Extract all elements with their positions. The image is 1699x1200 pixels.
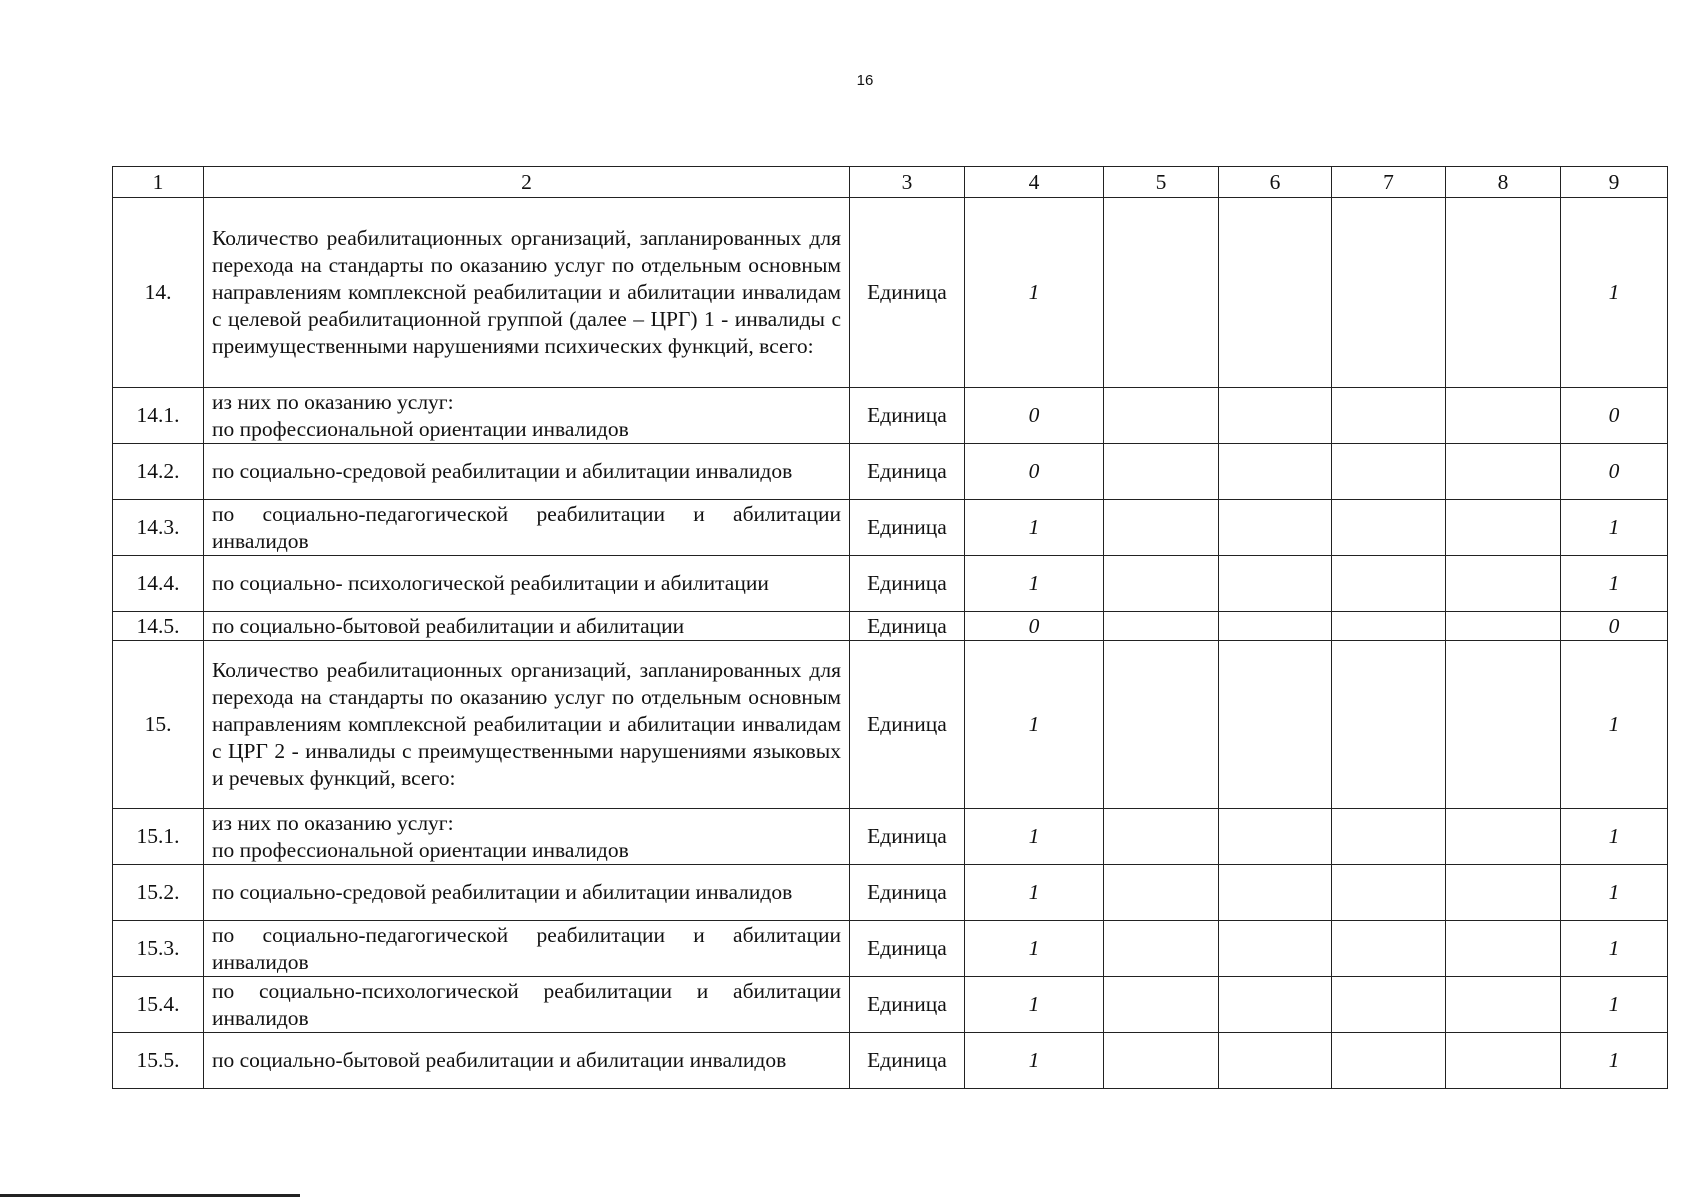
empty-cell	[1104, 921, 1219, 977]
row-col9-value: 1	[1561, 556, 1668, 612]
empty-cell	[1446, 198, 1561, 388]
empty-cell	[1446, 809, 1561, 865]
empty-cell	[1332, 809, 1446, 865]
empty-cell	[1332, 198, 1446, 388]
row-col9-value: 1	[1561, 198, 1668, 388]
empty-cell	[1219, 556, 1332, 612]
row-col4-value: 1	[965, 1033, 1104, 1089]
row-col4-value: 1	[965, 198, 1104, 388]
empty-cell	[1446, 1033, 1561, 1089]
row-indicator: по социально-педагогической реабилитации и абилитации инвалидов	[204, 500, 850, 556]
table-row	[113, 809, 1668, 865]
row-unit: Единица	[850, 556, 965, 612]
row-number: 14.5.	[113, 612, 204, 641]
empty-cell	[1219, 865, 1332, 921]
table-row	[113, 865, 1668, 921]
row-indicator: по социально-бытовой реабилитации и абилитации	[204, 612, 850, 641]
empty-cell	[1219, 921, 1332, 977]
column-header: 2	[204, 167, 850, 198]
column-header: 8	[1446, 167, 1561, 198]
row-lead-text: из них по оказанию услуг:	[212, 810, 454, 835]
row-col9-value: 1	[1561, 865, 1668, 921]
row-number: 14.2.	[113, 444, 204, 500]
empty-cell	[1446, 977, 1561, 1033]
row-indicator: по социально-бытовой реабилитации и абилитации инвалидов	[204, 1033, 850, 1089]
row-unit: Единица	[850, 388, 965, 444]
row-indicator: по социально-педагогической реабилитации и абилитации инвалидов	[204, 921, 850, 977]
row-number: 14.3.	[113, 500, 204, 556]
page-number: 16	[856, 72, 874, 89]
table-row	[113, 500, 1668, 556]
empty-cell	[1219, 612, 1332, 641]
report-table	[112, 166, 1668, 1089]
row-unit: Единица	[850, 500, 965, 556]
column-header: 7	[1332, 167, 1446, 198]
empty-cell	[1219, 444, 1332, 500]
row-col4-value: 1	[965, 556, 1104, 612]
row-col4-value: 1	[965, 865, 1104, 921]
empty-cell	[1104, 556, 1219, 612]
row-number: 14.1.	[113, 388, 204, 444]
row-col9-value: 1	[1561, 977, 1668, 1033]
row-indicator: по социально-средовой реабилитации и абилитации инвалидов	[204, 444, 850, 500]
table-row	[113, 1033, 1668, 1089]
row-unit: Единица	[850, 612, 965, 641]
empty-cell	[1219, 641, 1332, 809]
empty-cell	[1446, 388, 1561, 444]
empty-cell	[1446, 444, 1561, 500]
row-indicator: по социально-психологической реабилитации и абилитации инвалидов	[204, 977, 850, 1033]
row-col4-value: 1	[965, 809, 1104, 865]
table-row	[113, 444, 1668, 500]
row-col9-value: 1	[1561, 500, 1668, 556]
row-indicator: по социально- психологической реабилитации и абилитации	[204, 556, 850, 612]
row-unit: Единица	[850, 641, 965, 809]
empty-cell	[1219, 809, 1332, 865]
empty-cell	[1104, 388, 1219, 444]
row-unit: Единица	[850, 198, 965, 388]
row-col4-value: 1	[965, 641, 1104, 809]
row-unit: Единица	[850, 809, 965, 865]
row-lead-text: из них по оказанию услуг:	[212, 389, 454, 414]
table-row	[113, 641, 1668, 809]
row-indicator: Количество реабилитационных организаций, запланированных для перехода на стандарты по оказанию услуг по отдельным основным направлениям комплексной реабилитации и абилитации инвалидам с ЦРГ 2 - инвалиды с преимущественными нарушениями языковых и речевых функций, всего:	[204, 641, 850, 809]
row-number: 15.3.	[113, 921, 204, 977]
row-number: 15.1.	[113, 809, 204, 865]
row-number: 15.4.	[113, 977, 204, 1033]
table-row	[113, 977, 1668, 1033]
row-indicator: Количество реабилитационных организаций, запланированных для перехода на стандарты по оказанию услуг по отдельным основным направлениям комплексной реабилитации и абилитации инвалидам с целевой реабилитационной группой (далее – ЦРГ) 1 - инвалиды с преимущественными нарушениями психических функций, всего:	[204, 198, 850, 388]
row-unit: Единица	[850, 977, 965, 1033]
empty-cell	[1104, 198, 1219, 388]
header-row	[113, 167, 1668, 198]
empty-cell	[1104, 641, 1219, 809]
empty-cell	[1219, 500, 1332, 556]
empty-cell	[1104, 977, 1219, 1033]
row-col4-value: 1	[965, 921, 1104, 977]
row-indicator	[204, 388, 850, 444]
table-row	[113, 556, 1668, 612]
row-unit: Единица	[850, 1033, 965, 1089]
row-col9-value: 1	[1561, 1033, 1668, 1089]
row-col9-value: 1	[1561, 921, 1668, 977]
column-header: 1	[113, 167, 204, 198]
empty-cell	[1332, 444, 1446, 500]
row-col4-value: 1	[965, 500, 1104, 556]
column-header: 9	[1561, 167, 1668, 198]
row-col4-value: 0	[965, 612, 1104, 641]
row-col9-value: 0	[1561, 388, 1668, 444]
empty-cell	[1446, 921, 1561, 977]
empty-cell	[1332, 865, 1446, 921]
empty-cell	[1332, 500, 1446, 556]
empty-cell	[1446, 556, 1561, 612]
empty-cell	[1104, 612, 1219, 641]
empty-cell	[1104, 809, 1219, 865]
empty-cell	[1446, 865, 1561, 921]
row-col4-value: 1	[965, 977, 1104, 1033]
empty-cell	[1219, 977, 1332, 1033]
row-number: 14.	[113, 198, 204, 388]
empty-cell	[1332, 1033, 1446, 1089]
column-header: 3	[850, 167, 965, 198]
column-header: 5	[1104, 167, 1219, 198]
empty-cell	[1332, 921, 1446, 977]
row-number: 14.4.	[113, 556, 204, 612]
row-unit: Единица	[850, 444, 965, 500]
row-col9-value: 0	[1561, 612, 1668, 641]
table-row	[113, 388, 1668, 444]
empty-cell	[1446, 641, 1561, 809]
empty-cell	[1332, 977, 1446, 1033]
table-row	[113, 612, 1668, 641]
empty-cell	[1446, 500, 1561, 556]
row-col9-value: 0	[1561, 444, 1668, 500]
empty-cell	[1104, 444, 1219, 500]
empty-cell	[1219, 198, 1332, 388]
table-row	[113, 921, 1668, 977]
empty-cell	[1219, 388, 1332, 444]
row-number: 15.	[113, 641, 204, 809]
row-col9-value: 1	[1561, 809, 1668, 865]
empty-cell	[1332, 556, 1446, 612]
row-number: 15.2.	[113, 865, 204, 921]
empty-cell	[1104, 500, 1219, 556]
empty-cell	[1104, 1033, 1219, 1089]
empty-cell	[1104, 865, 1219, 921]
row-col4-value: 0	[965, 444, 1104, 500]
row-unit: Единица	[850, 865, 965, 921]
scan-edge-line	[0, 1194, 300, 1197]
empty-cell	[1332, 641, 1446, 809]
empty-cell	[1332, 612, 1446, 641]
row-col9-value: 1	[1561, 641, 1668, 809]
empty-cell	[1219, 1033, 1332, 1089]
row-indicator-text: по профессиональной ориентации инвалидов	[212, 837, 629, 862]
column-header: 6	[1219, 167, 1332, 198]
row-indicator	[204, 809, 850, 865]
row-col4-value: 0	[965, 388, 1104, 444]
row-number: 15.5.	[113, 1033, 204, 1089]
row-indicator-text: по профессиональной ориентации инвалидов	[212, 416, 629, 441]
row-indicator: по социально-средовой реабилитации и абилитации инвалидов	[204, 865, 850, 921]
empty-cell	[1332, 388, 1446, 444]
row-unit: Единица	[850, 921, 965, 977]
empty-cell	[1446, 612, 1561, 641]
table-row	[113, 198, 1668, 388]
column-header: 4	[965, 167, 1104, 198]
